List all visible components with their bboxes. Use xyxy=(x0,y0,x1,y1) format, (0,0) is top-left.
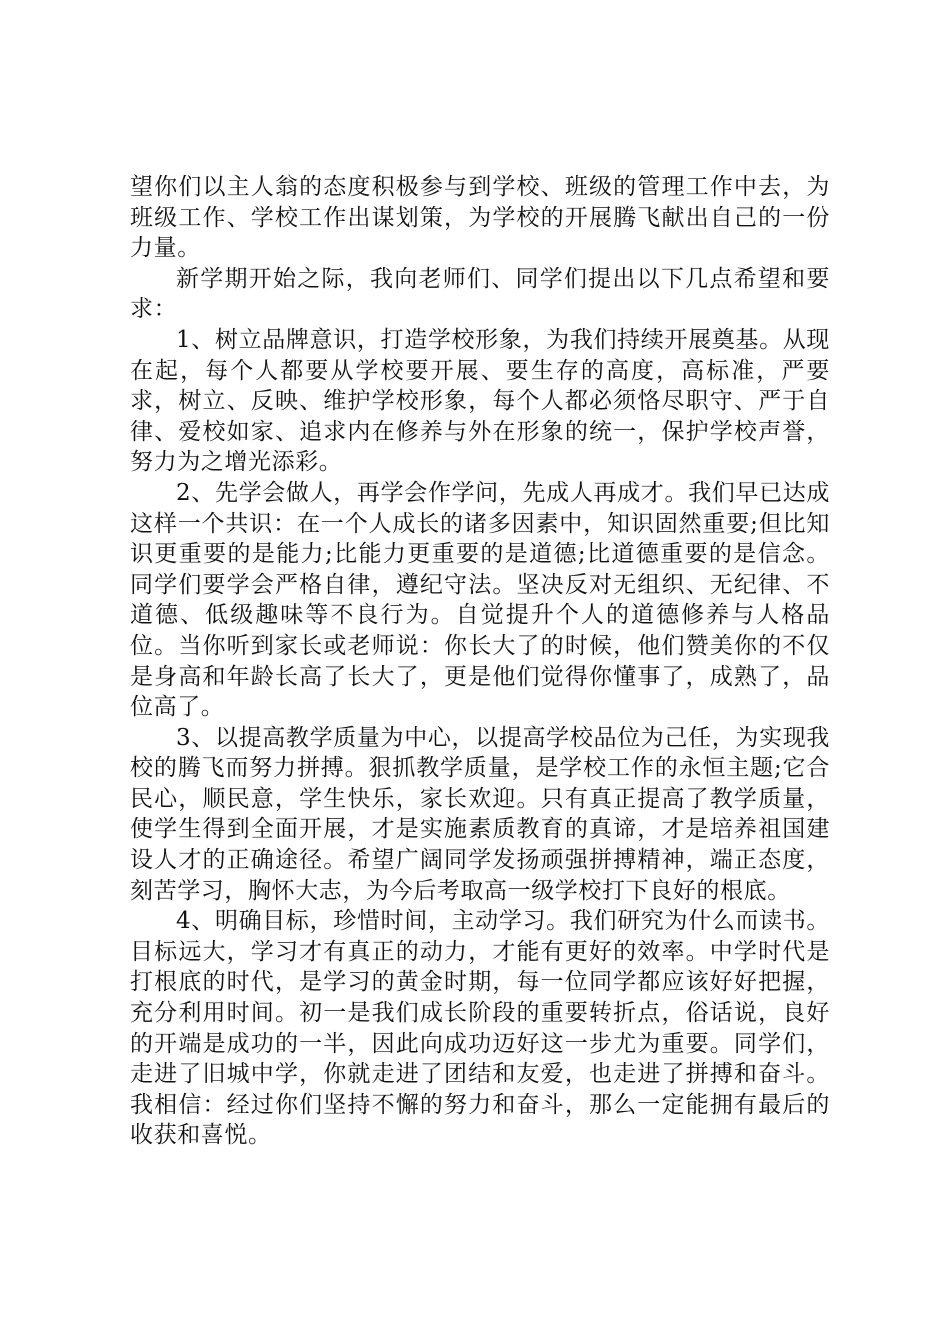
paragraph-continuation: 望你们以主人翁的态度积极参与到学校、班级的管理工作中去，为班级工作、学校工作出谋划策，为学校的开展腾飞献出自己的一份力量。 xyxy=(130,174,830,262)
paragraph-point-3: 3、以提高教学质量为中心，以提高学校品位为己任，为实现我校的腾飞而努力拼搏。狠抓教学质量，是学校工作的永恒主题;它合民心，顺民意，学生快乐，家长欢迎。只有真正提高了教学质量，使学生得到全面开展，才是实施素质教育的真谛，才是培养祖国建设人才的正确途径。希望广阔同学发扬顽强拼搏精神，端正态度，刻苦学习，胸怀大志，为今后考取高一级学校打下良好的根底。 xyxy=(130,724,830,904)
paragraph-point-4: 4、明确目标，珍惜时间，主动学习。我们研究为什么而读书。目标远大，学习才有真正的动力，才能有更好的效率。中学时代是打根底的时代，是学习的黄金时期，每一位同学都应该好好把握，充分利用时间。初一是我们成长阶段的重要转折点，俗话说，良好的开端是成功的一半，因此向成功迈好这一步尤为重要。同学们，走进了旧城中学，你就走进了团结和友爱，也走进了拼搏和奋斗。我相信：经过你们坚持不懈的努力和奋斗，那么一定能拥有最后的收获和喜悦。 xyxy=(130,908,830,1149)
document-body xyxy=(130,172,830,1151)
paragraph-point-2: 2、先学会做人，再学会作学问，先成人再成才。我们早已达成这样一个共识：在一个人成长的诸多因素中，知识固然重要;但比知识更重要的是能力;比能力更重要的是道德;比道德重要的是信念。同学们要学会严格自律，遵纪守法。坚决反对无组织、无纪律、不道德、低级趣味等不良行为。自觉提升个人的道德修养与人格品位。当你听到家长或老师说：你长大了的时候，他们赞美你的不仅是身高和年龄长高了长大了，更是他们觉得你懂事了，成熟了，品位高了。 xyxy=(130,479,830,721)
paragraph-intro: 新学期开始之际，我向老师们、同学们提出以下几点希望和要求： xyxy=(130,265,830,323)
paragraph-point-1: 1、树立品牌意识，打造学校形象，为我们持续开展奠基。从现在起，每个人都要从学校要开展、要生存的高度，高标准，严要求，树立、反映、维护学校形象，每个人都必须恪尽职守、严于自律、爱校如家、追求内在修养与外在形象的统一，保护学校声誉，努力为之增光添彩。 xyxy=(130,326,830,476)
